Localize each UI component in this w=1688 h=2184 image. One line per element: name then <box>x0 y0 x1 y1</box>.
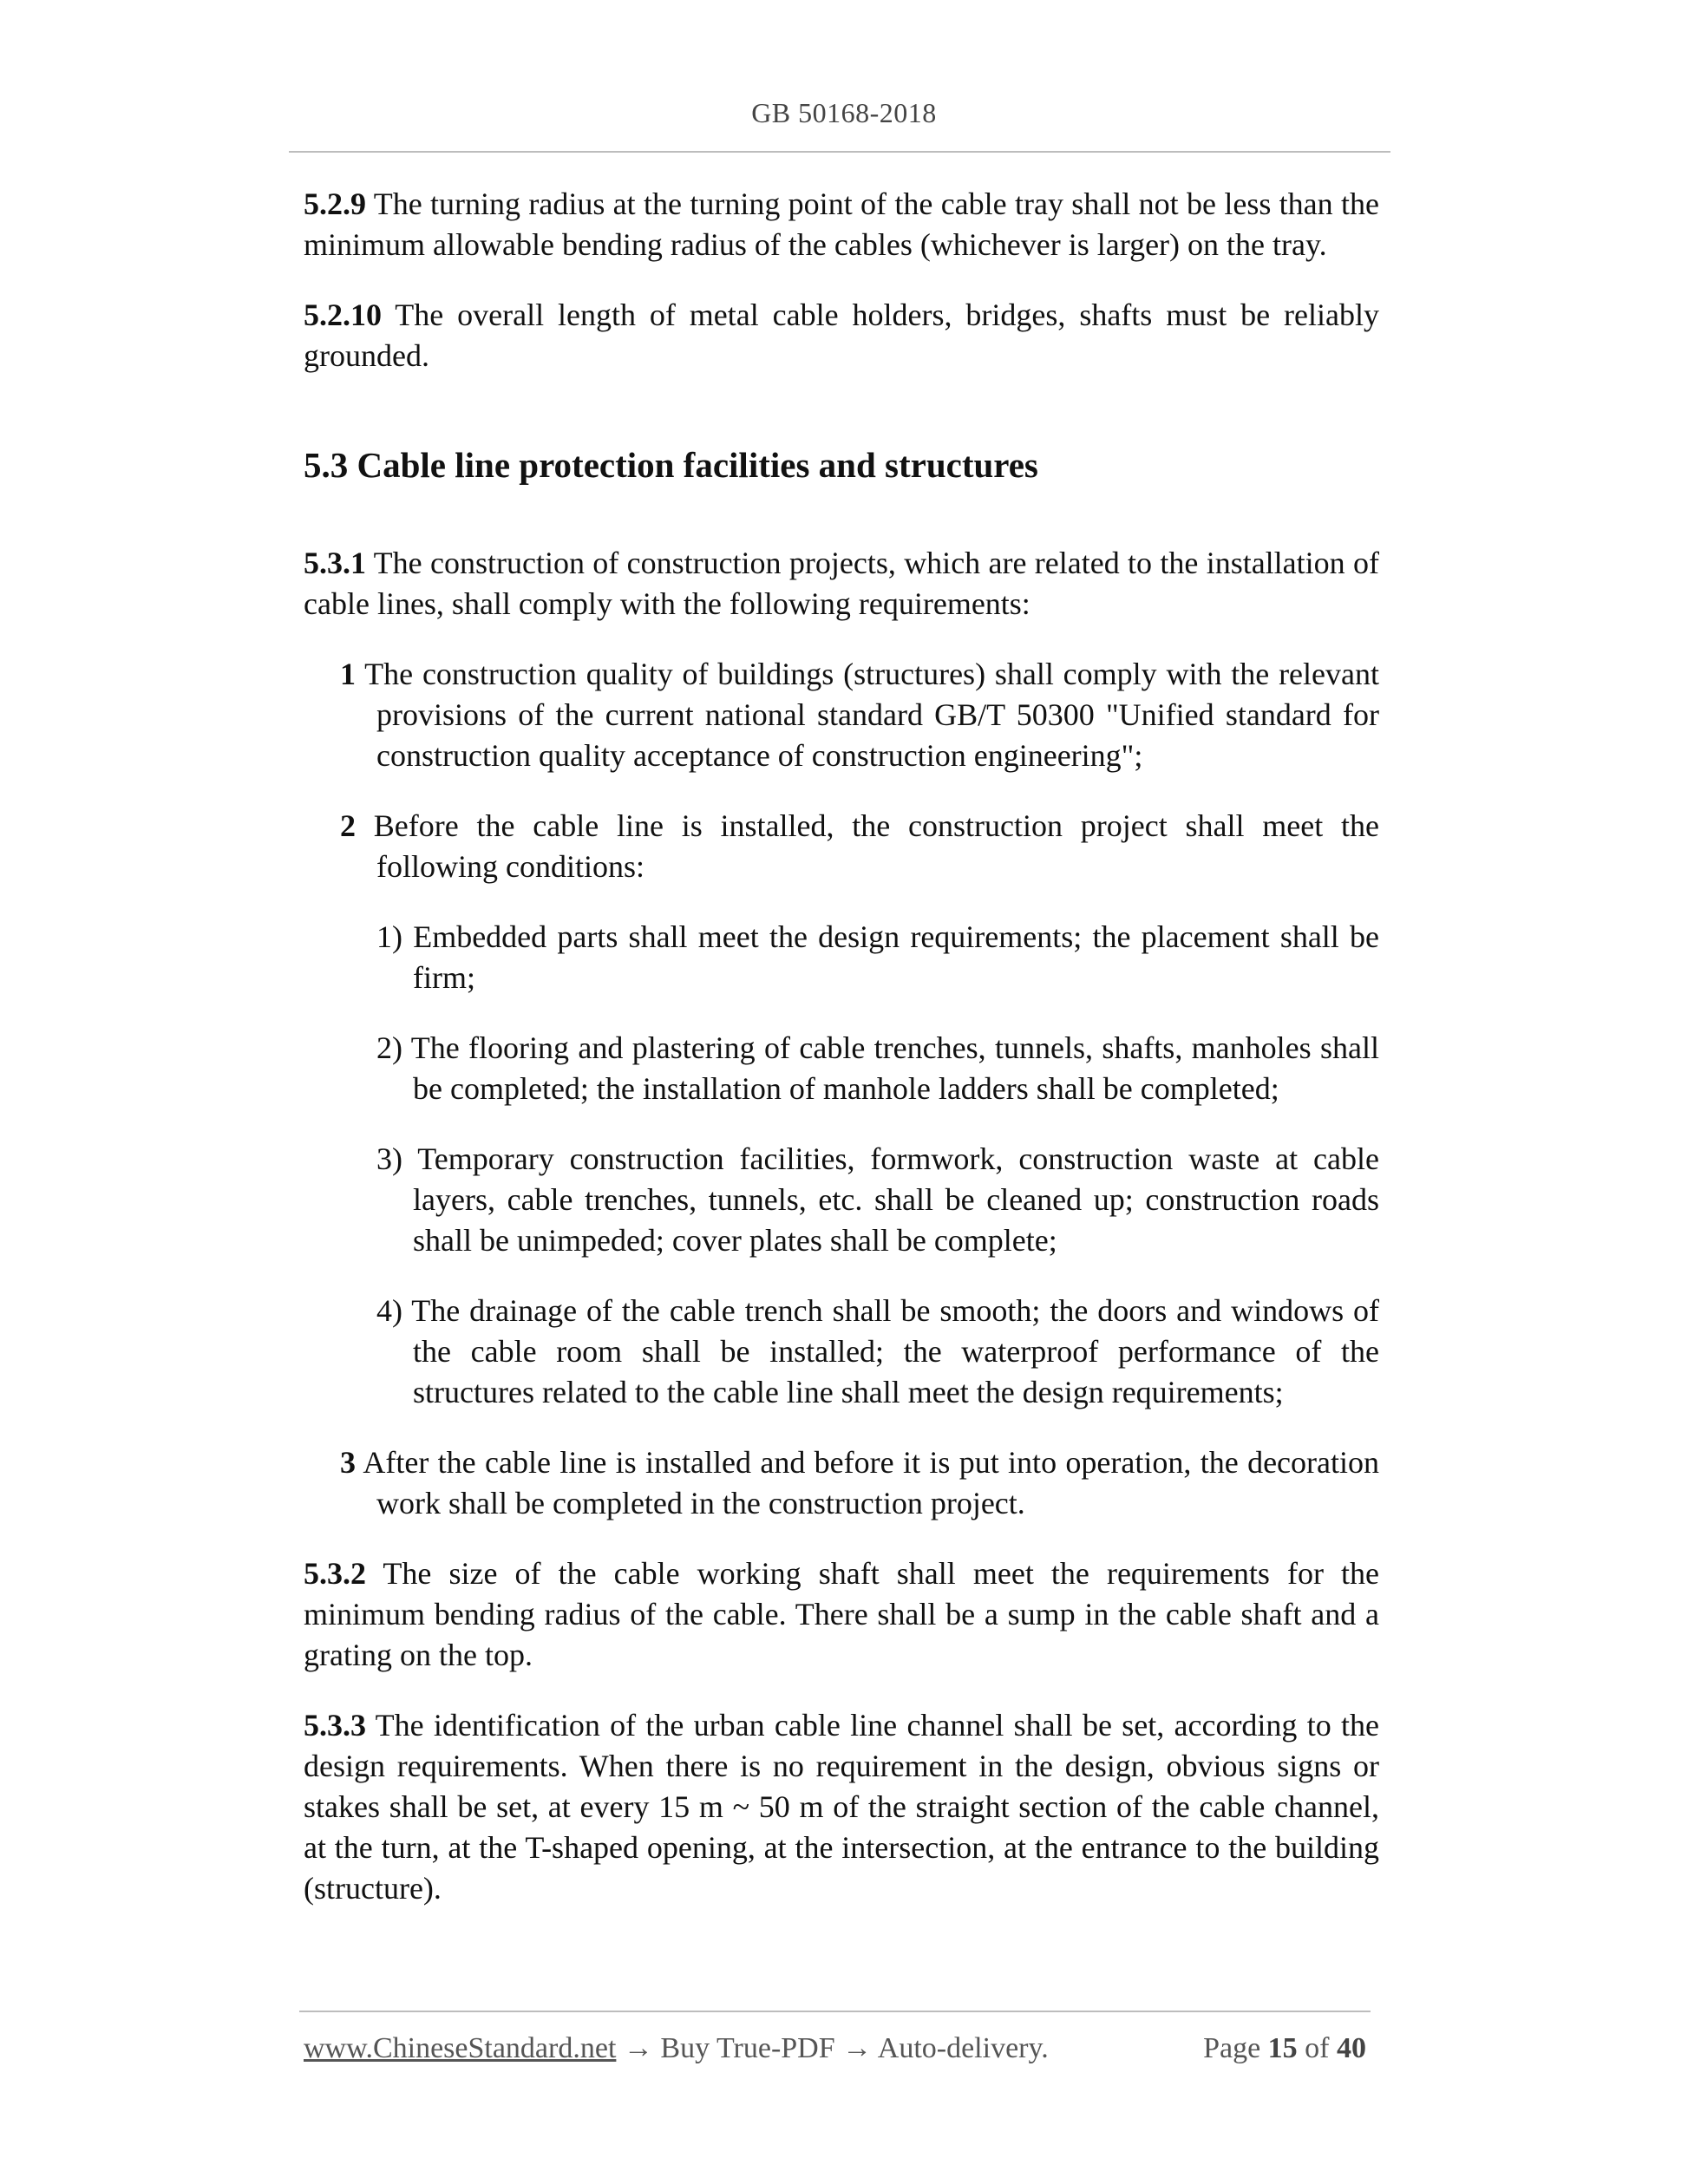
clause-5-3-2 <box>304 1553 1379 1676</box>
item-text: After the cable line is installed and before it is put into operation, the decoration work shall be completed in the construction project. <box>356 1445 1379 1520</box>
footer-site-link[interactable]: www.ChineseStandard.net <box>304 2032 617 2064</box>
document-body <box>304 184 1379 1939</box>
clause-text: The turning radius at the turning point of the cable tray shall not be less than the minimum allowable bending radius of the cables (whichever is larger) on the tray. <box>304 186 1379 262</box>
clause-5-3-3 <box>304 1705 1379 1909</box>
of-label: of <box>1297 2032 1337 2064</box>
footer-left <box>304 2032 1049 2065</box>
item-number: 2 <box>340 808 356 843</box>
clause-5-3-1 <box>304 543 1379 624</box>
page-indicator <box>1203 2032 1366 2065</box>
clause-number: 5.3.2 <box>304 1556 366 1591</box>
page-header-title: GB 50168-2018 <box>751 97 937 128</box>
section-heading: 5.3 Cable line protection facilities and structures <box>304 445 1038 485</box>
clause-number: 5.3.3 <box>304 1708 366 1743</box>
item-number: 1 <box>340 657 356 691</box>
item-text: The construction quality of buildings (structures) shall comply with the relevant provisions of the current national standard GB/T 50300 "Unified standard for construction quality acceptance of construction engineering"; <box>356 657 1379 773</box>
page-number: 15 <box>1267 2032 1298 2064</box>
list-item-3 <box>340 1442 1379 1524</box>
clause-5-2-10 <box>304 295 1379 376</box>
clause-number: 5.2.10 <box>304 298 382 332</box>
clause-text: The identification of the urban cable line channel shall be set, according to the design requirements. When there is no requirement in the design, obvious signs or stakes shall be set, at every 15 m ~ 50 m of the straight section of the cable channel, at the turn, at the T-shaped opening, at the intersection, at the entrance to the building (structure). <box>304 1708 1379 1906</box>
footer-divider <box>299 2011 1371 2012</box>
page-total: 40 <box>1337 2032 1366 2064</box>
clause-text: The size of the cable working shaft shall meet the requirements for the minimum bending radius of the cable. There shall be a sump in the cable shaft and a grating on the top. <box>304 1556 1379 1672</box>
item-text: Before the cable line is installed, the construction project shall meet the following conditions: <box>356 808 1379 884</box>
page-footer <box>304 2032 1366 2074</box>
page-label: Page <box>1203 2032 1268 2064</box>
clause-text: The construction of construction projects, which are related to the installation of cable lines, shall comply with the following requirements: <box>304 546 1379 621</box>
sub-item-2: 2) The flooring and plastering of cable trenches, tunnels, shafts, manholes shall be completed; the installation of manhole ladders shall be completed; <box>376 1030 1379 1106</box>
list-item-1 <box>340 654 1379 776</box>
list-item-2 <box>340 806 1379 887</box>
sub-item-4: 4) The drainage of the cable trench shall be smooth; the doors and windows of the cable room shall be installed; the waterproof performance of the structures related to the cable line shall meet the design requirements; <box>376 1293 1379 1409</box>
clause-number: 5.3.1 <box>304 546 366 580</box>
sub-item-1: 1) Embedded parts shall meet the design requirements; the placement shall be firm; <box>376 919 1379 995</box>
sub-item-3: 3) Temporary construction facilities, formwork, construction waste at cable layers, cable trenches, tunnels, etc. shall be cleaned up; construction roads shall be unimpeded; cover plates shall be complete; <box>376 1141 1379 1258</box>
clause-text: The overall length of metal cable holders, bridges, shafts must be reliably grounded. <box>304 298 1379 373</box>
clause-5-2-9 <box>304 184 1379 265</box>
header-divider <box>289 151 1390 153</box>
footer-tagline: → Buy True-PDF → Auto-delivery. <box>616 2032 1049 2064</box>
item-number: 3 <box>340 1445 356 1480</box>
clause-number: 5.2.9 <box>304 186 366 221</box>
